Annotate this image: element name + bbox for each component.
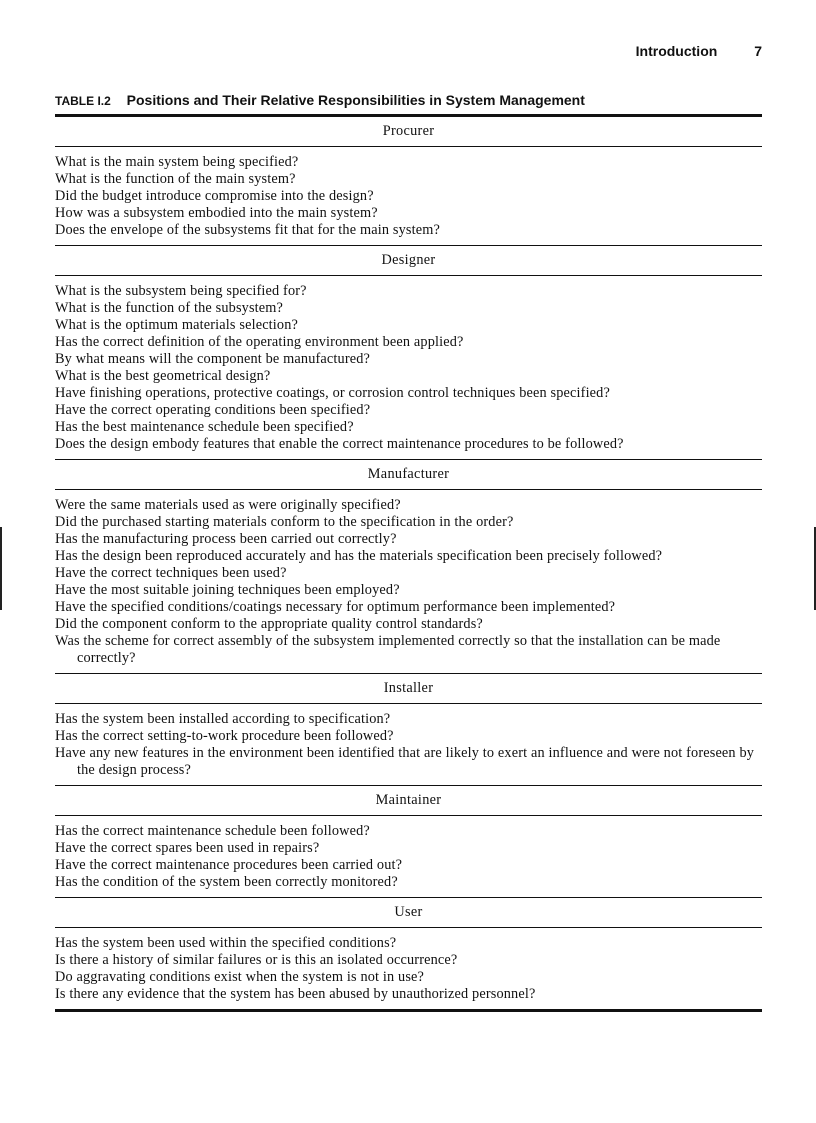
question-item: What is the best geometrical design? (55, 368, 271, 384)
running-header-title: Introduction (635, 43, 718, 59)
section-maintainer (55, 785, 762, 897)
question-item: Were the same materials used as were originally specified? (55, 497, 401, 513)
question-item: Have the correct maintenance procedures been carried out? (55, 857, 403, 873)
section-installer (55, 673, 762, 785)
question-item: Do aggravating conditions exist when the system is not in use? (55, 969, 425, 985)
question-item: Has the correct setting-to-work procedure been followed? (55, 728, 394, 744)
section-heading: Manufacturer (55, 460, 762, 490)
section-designer (55, 245, 762, 459)
question-item: Have the correct operating conditions been specified? (55, 402, 371, 418)
section-heading: Maintainer (55, 786, 762, 816)
question-item: What is the function of the subsystem? (55, 300, 284, 316)
running-header (636, 43, 762, 59)
section-heading: Designer (55, 246, 762, 276)
responsibilities-table (55, 114, 762, 1012)
question-item: Has the correct maintenance schedule been followed? (55, 823, 370, 839)
question-item: Does the envelope of the subsystems fit that for the main system? (55, 222, 440, 238)
table-caption-title: Positions and Their Relative Responsibilities in System Management (126, 92, 585, 108)
question-item: Have the specified conditions/coatings necessary for optimum performance been implemented? (55, 599, 616, 615)
question-item: Did the purchased starting materials conform to the specification in the order? (55, 514, 514, 530)
question-item: Has the system been installed according to specification? (55, 711, 391, 727)
question-item: Have finishing operations, protective coatings, or corrosion control techniques been specified? (55, 385, 610, 401)
question-item: Was the scheme for correct assembly of the subsystem implemented correctly so that the installation can be made correctly? (55, 633, 721, 666)
question-list (55, 928, 762, 1009)
question-item: Did the component conform to the appropriate quality control standards? (55, 616, 483, 632)
question-item: Has the manufacturing process been carried out correctly? (55, 531, 397, 547)
question-item: What is the subsystem being specified for? (55, 283, 307, 299)
section-manufacturer (55, 459, 762, 673)
question-item: By what means will the component be manufactured? (55, 351, 371, 367)
question-item: Has the condition of the system been correctly monitored? (55, 874, 398, 890)
margin-mark-left (0, 527, 2, 610)
section-heading: Procurer (55, 117, 762, 147)
page-number: 7 (754, 43, 762, 59)
question-item: Has the design been reproduced accurately and has the materials specification been precisely followed? (55, 548, 663, 564)
section-heading: User (55, 898, 762, 928)
question-item: Did the budget introduce compromise into the design? (55, 188, 374, 204)
table-caption (55, 92, 585, 108)
question-item: Is there a history of similar failures or is this an isolated occurrence? (55, 952, 458, 968)
question-item: How was a subsystem embodied into the main system? (55, 205, 378, 221)
table-caption-label: TABLE I.2 (55, 94, 111, 108)
question-item: What is the function of the main system? (55, 171, 296, 187)
question-list (55, 276, 762, 459)
question-item: Is there any evidence that the system has been abused by unauthorized personnel? (55, 986, 536, 1002)
question-item: Have the correct spares been used in repairs? (55, 840, 320, 856)
section-procurer (55, 117, 762, 245)
question-item: What is the main system being specified? (55, 154, 299, 170)
question-item: Have any new features in the environment been identified that are likely to exert an influence and were not foreseen by the design process? (55, 745, 755, 778)
question-item: Has the best maintenance schedule been specified? (55, 419, 354, 435)
question-list (55, 704, 762, 785)
question-item: Have the most suitable joining techniques been employed? (55, 582, 400, 598)
question-list (55, 147, 762, 245)
question-item: Does the design embody features that enable the correct maintenance procedures to be followed? (55, 436, 624, 452)
section-heading: Installer (55, 674, 762, 704)
question-item: Has the system been used within the specified conditions? (55, 935, 397, 951)
section-user (55, 897, 762, 1009)
question-item: What is the optimum materials selection? (55, 317, 299, 333)
question-list (55, 816, 762, 897)
question-item: Has the correct definition of the operating environment been applied? (55, 334, 464, 350)
question-list (55, 490, 762, 673)
question-item: Have the correct techniques been used? (55, 565, 287, 581)
